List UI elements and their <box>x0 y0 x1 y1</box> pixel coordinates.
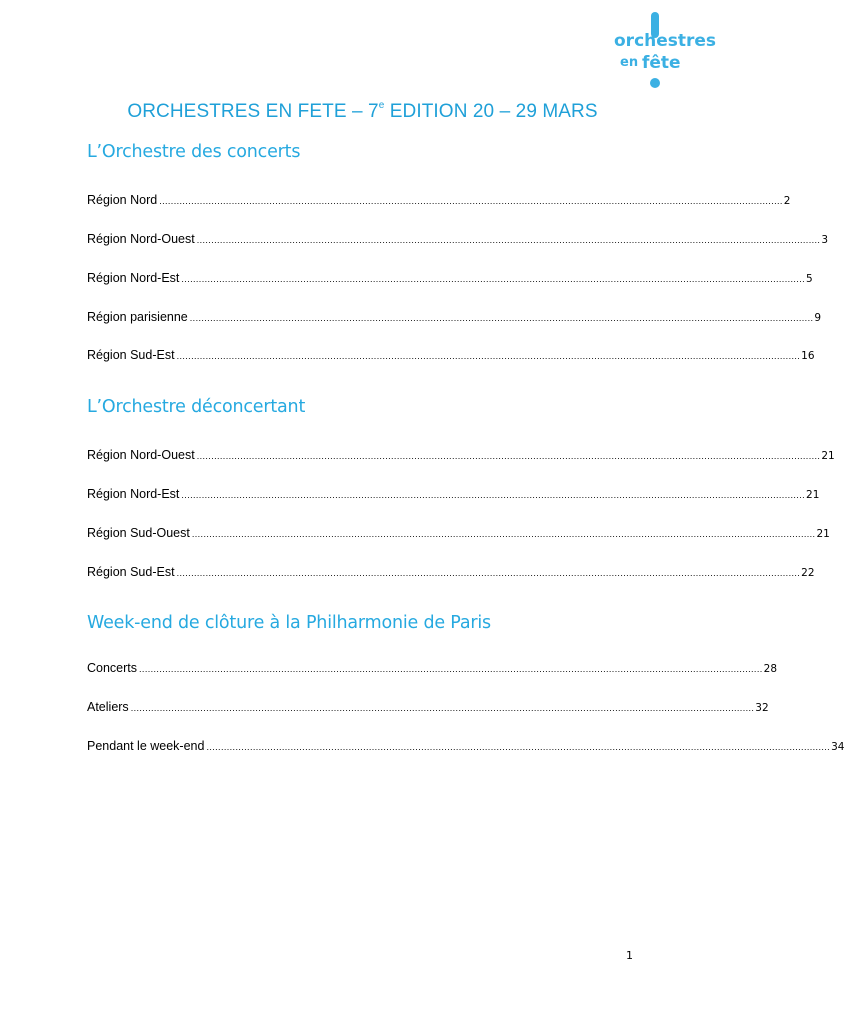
toc-entry-page: 3 <box>821 234 828 246</box>
toc-entry-label: Région Nord-Ouest <box>87 232 195 246</box>
toc-entry[interactable] <box>87 565 815 581</box>
toc-entry-page: 21 <box>806 489 820 501</box>
toc-entry[interactable] <box>87 310 822 326</box>
logo-exclamation-dot <box>650 78 660 88</box>
toc-entry-label: Pendant le week-end <box>87 739 205 753</box>
toc-entry-page: 32 <box>755 702 769 714</box>
toc-entry-page: 9 <box>814 312 822 324</box>
toc-entry[interactable] <box>87 232 828 248</box>
document-title <box>0 101 725 123</box>
toc-entry[interactable] <box>87 271 813 287</box>
page-number: 1 <box>626 949 633 962</box>
toc-entry-label: Région Nord-Ouest <box>87 448 195 462</box>
toc-leader-dots: ....................................................................................................................................................................................................................... <box>181 274 806 284</box>
toc-leader-dots: ....................................................................................................................................................................................................................... <box>130 703 755 713</box>
toc-entry[interactable] <box>87 700 769 716</box>
title-superscript: e <box>378 100 385 111</box>
toc-entry[interactable] <box>87 739 844 755</box>
toc-entry-label: Région parisienne <box>87 310 188 324</box>
toc-leader-dots: ....................................................................................................................................................................................................................... <box>206 742 831 752</box>
logo-line2-right: fête <box>642 53 681 73</box>
section-heading-orchestre-des-concerts: L’Orchestre des concerts <box>87 142 301 162</box>
orchestres-en-fete-logo <box>612 12 717 90</box>
section-heading-week-end-de-cloture: Week-end de clôture à la Philharmonie de Paris <box>87 613 491 633</box>
toc-entry-label: Ateliers <box>87 700 129 714</box>
toc-leader-dots: ....................................................................................................................................................................................................................... <box>159 196 783 206</box>
toc-entry-page: 2 <box>783 195 791 207</box>
toc-entry-label: Concerts <box>87 661 138 675</box>
toc-entry-label: Région Sud-Ouest <box>87 526 190 540</box>
toc-leader-dots: ....................................................................................................................................................................................................................... <box>181 490 806 500</box>
title-suffix: EDITION 20 – 29 MARS <box>384 101 598 122</box>
toc-entry[interactable] <box>87 661 778 677</box>
toc-entry-label: Région Nord-Est <box>87 271 180 285</box>
toc-entry[interactable] <box>87 193 791 209</box>
toc-entry[interactable] <box>87 348 815 364</box>
toc-leader-dots: ....................................................................................................................................................................................................................... <box>189 313 814 323</box>
toc-entry-page: 28 <box>763 663 778 675</box>
toc-leader-dots: ....................................................................................................................................................................................................................... <box>139 664 763 674</box>
toc-entry[interactable] <box>87 448 835 464</box>
logo-line2-left: en <box>620 55 639 70</box>
toc-entry-page: 34 <box>831 741 844 753</box>
toc-leader-dots: ....................................................................................................................................................................................................................... <box>191 529 816 539</box>
toc-entry-page: 5 <box>806 273 813 285</box>
toc-leader-dots: ....................................................................................................................................................................................................................... <box>196 235 821 245</box>
toc-entry-label: Région Nord-Est <box>87 487 180 501</box>
toc-entry-page: 21 <box>821 450 835 462</box>
toc-entry-label: Région Nord <box>87 193 158 207</box>
toc-leader-dots: ....................................................................................................................................................................................................................... <box>176 351 801 361</box>
toc-entry[interactable] <box>87 487 820 503</box>
toc-entry-page: 16 <box>801 350 815 362</box>
toc-entry[interactable] <box>87 526 830 542</box>
toc-leader-dots: ....................................................................................................................................................................................................................... <box>176 568 801 578</box>
toc-leader-dots: ....................................................................................................................................................................................................................... <box>196 451 821 461</box>
toc-entry-label: Région Sud-Est <box>87 348 175 362</box>
toc-entry-page: 22 <box>801 567 815 579</box>
logo-line1: orchestres <box>614 31 717 51</box>
section-heading-orchestre-deconcertant: L’Orchestre déconcertant <box>87 397 306 417</box>
toc-entry-page: 21 <box>816 528 830 540</box>
title-prefix: ORCHESTRES EN FETE – 7 <box>127 101 379 122</box>
toc-entry-label: Région Sud-Est <box>87 565 175 579</box>
